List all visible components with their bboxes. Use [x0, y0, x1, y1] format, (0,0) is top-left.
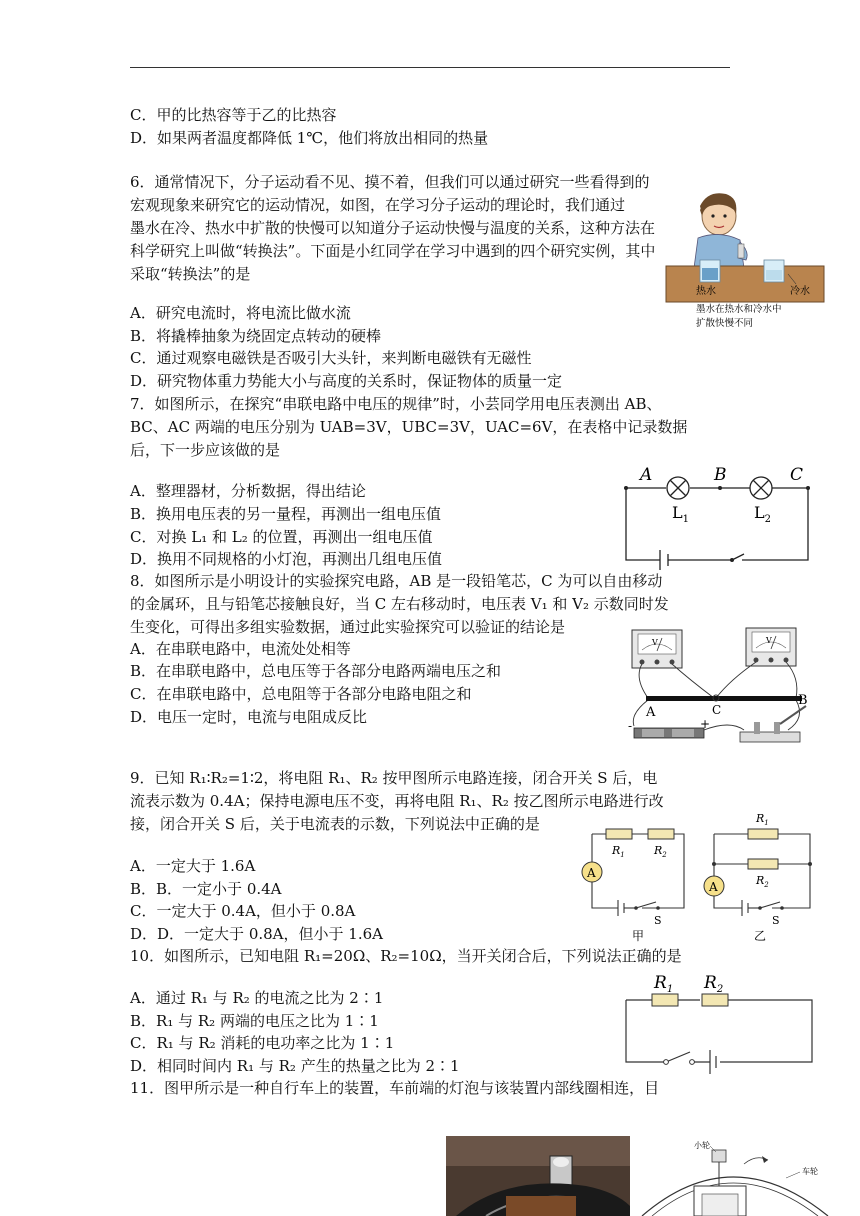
text-line: B．B．一定小于 0.4A: [130, 880, 282, 898]
q10-r1-label: $R_1$: [654, 973, 674, 995]
point-a-label: A: [640, 465, 653, 485]
battery: [634, 728, 704, 738]
text-line: 后，下一步应该做的是: [130, 441, 281, 459]
r2-jia-label: $R_2$: [654, 844, 667, 859]
text-line: B．换用电压表的另一量程，再测出一组电压值: [130, 505, 442, 523]
text-line: C．对换 L₁ 和 L₂ 的位置，再测出一组电压值: [130, 528, 433, 546]
ink-caption-line2: 扩散快慢不同: [696, 318, 754, 329]
switch-yi-label: S: [772, 914, 780, 927]
ammeter-yi-label: A: [709, 880, 718, 894]
bicycle-dynamo-photo: [446, 1136, 630, 1216]
text-line: A．在串联电路中，电流处处相等: [130, 640, 351, 658]
lamp-l2-label: $L_2$: [754, 503, 771, 525]
text-line: A．一定大于 1.6A: [130, 857, 256, 875]
text-line: C．R₁ 与 R₂ 消耗的电功率之比为 1∶1: [130, 1034, 395, 1052]
text-line: D．如果两者温度都降低 1℃，他们将放出相同的热量: [130, 129, 489, 147]
point-c-label: C: [790, 465, 804, 485]
boy-illustration: [694, 193, 747, 268]
text-line: 墨水在冷、热水中扩散的快慢可以知道分子运动快慢与温度的关系，这种方法在: [130, 219, 656, 237]
text-line: 流表示数为 0.4A；保持电源电压不变，再将电阻 R₁、R₂ 按乙图所示电路进行改: [130, 792, 664, 810]
text-line: 接，闭合开关 S 后，关于电流表的示数，下列说法中正确的是: [130, 815, 540, 833]
q10-r2-label: $R_2$: [704, 973, 724, 995]
text-line: C．在串联电路中，总电阻等于各部分电路电阻之和: [130, 685, 472, 703]
svg-text:V: V: [766, 636, 772, 645]
pencil-lead-voltmeter-setup: [620, 618, 816, 750]
voltmeter-v2: [746, 628, 796, 666]
text-line: B．R₁ 与 R₂ 两端的电压之比为 1∶1: [130, 1012, 379, 1030]
end-a-label: A: [646, 705, 656, 720]
text-line: C．甲的比热容等于乙的比热容: [130, 106, 337, 124]
text-line: A．通过 R₁ 与 R₂ 的电流之比为 2∶1: [130, 989, 384, 1007]
circuit-jia-label: 甲: [632, 929, 645, 942]
q10-series-circuit: [616, 970, 816, 1076]
text-line: A．整理器材，分析数据，得出结论: [130, 482, 366, 500]
point-b-label: B: [714, 465, 727, 485]
r2-yi-label: $R_2$: [756, 874, 769, 889]
text-line: 科学研究上叫做“转换法”。下面是小红同学在学习中遇到的四个研究实例，其中: [130, 242, 656, 260]
switch-jia-label: S: [654, 914, 662, 927]
circuit-yi-label: 乙: [754, 929, 767, 942]
series-lamps-circuit: [616, 460, 816, 570]
text-line: B．在串联电路中，总电压等于各部分电路两端电压之和: [130, 662, 502, 680]
ring-c-label: C: [712, 703, 722, 717]
circuit-jia-and-yi: [576, 808, 816, 942]
lamp-l1-label: $L_1$: [672, 503, 689, 525]
voltmeter-v1: [632, 630, 682, 668]
text-line: D．换用不同规格的小灯泡，再测出几组电压值: [130, 550, 443, 568]
text-line: 生变化，可得出多组实验数据，通过此实验探究可以验证的结论是: [130, 618, 566, 636]
text-line: 8．如图所示是小明设计的实验探究电路，AB 是一段铅笔芯，C 为可以自由移动: [130, 572, 663, 590]
text-line: 采取“转换法”的是: [130, 265, 251, 283]
text-line: C．通过观察电磁铁是否吸引大头针，来判断电磁铁有无磁性: [130, 349, 532, 367]
r1-yi-label: $R_1$: [756, 812, 769, 827]
battery-minus-label: -: [628, 719, 633, 733]
r1-jia-label: $R_1$: [612, 844, 625, 859]
text-line: 7．如图所示，在探究“串联电路中电压的规律”时，小芸同学用电压表测出 AB、: [130, 395, 662, 413]
text-line: 的金属环，且与铅笔芯接触良好，当 C 左右移动时，电压表 V₁ 和 V₂ 示数同时发: [130, 595, 669, 613]
ammeter-jia-label: A: [587, 866, 596, 880]
text-line: D．D．一定大于 0.8A，但小于 1.6A: [130, 925, 383, 943]
ink-diffusion-figure: [664, 188, 828, 336]
text-line: D．电压一定时，电流与电阻成反比: [130, 708, 368, 726]
end-b-label: B: [798, 693, 808, 708]
text-line: 11．图甲所示是一种自行车上的装置，车前端的灯泡与该装置内部线圈相连，目: [130, 1079, 660, 1097]
header-rule: [130, 67, 730, 68]
text-line: 6．通常情况下，分子运动看不见、摸不着，但我们可以通过研究一些看得到的: [130, 173, 650, 191]
bicycle-dynamo-schematic: [636, 1138, 832, 1216]
svg-text:V: V: [652, 638, 658, 647]
text-line: A．研究电流时，将电流比做水流: [130, 304, 351, 322]
cold-water-label: 冷水: [790, 286, 810, 297]
hot-water-label: 热水: [696, 286, 716, 297]
knife-switch: [740, 706, 806, 742]
text-line: B．将撬棒抽象为绕固定点转动的硬棒: [130, 327, 382, 345]
text-line: 10．如图所示，已知电阻 R₁=20Ω、R₂=10Ω，当开关闭合后，下列说法正确的是: [130, 947, 682, 965]
text-line: 宏观现象来研究它的运动情况，如图，在学习分子运动的理论时，我们通过: [130, 196, 626, 214]
text-line: BC、AC 两端的电压分别为 UAB=3V，UBC=3V，UAC=6V，在表格中记录数据: [130, 418, 688, 436]
small-wheel-label: 小轮: [694, 1141, 710, 1150]
wheel-label: 车轮: [802, 1167, 818, 1176]
text-line: D．相同时间内 R₁ 与 R₂ 产生的热量之比为 2∶1: [130, 1057, 460, 1075]
text-line: C．一定大于 0.4A，但小于 0.8A: [130, 902, 356, 920]
battery-plus-label: +: [700, 717, 711, 731]
text-line: D．研究物体重力势能大小与高度的关系时，保证物体的质量一定: [130, 372, 563, 390]
ink-caption-line1: 墨水在热水和冷水中: [696, 304, 782, 315]
text-line: 9．已知 R₁∶R₂=1∶2，将电阻 R₁、R₂ 按甲图所示电路连接，闭合开关 S 后，电: [130, 769, 658, 787]
